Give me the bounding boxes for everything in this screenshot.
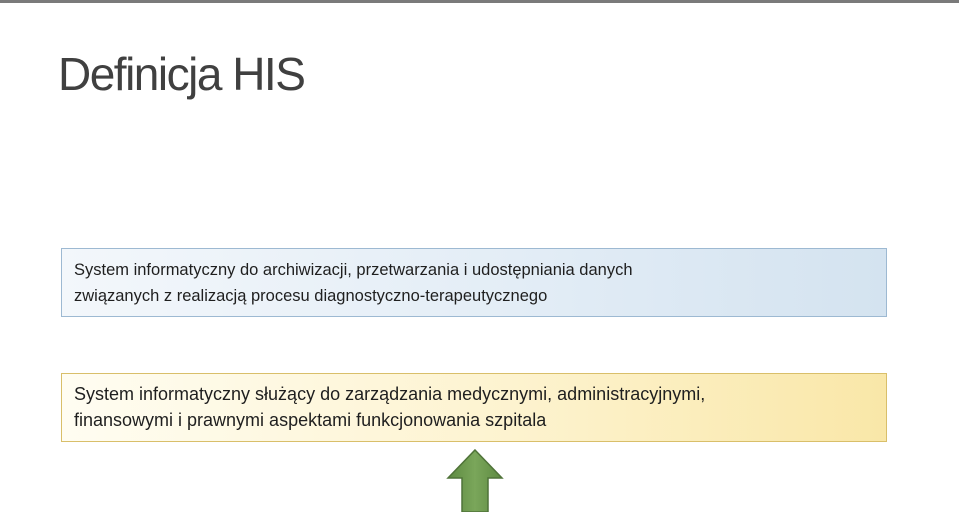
up-arrow-shape <box>448 450 502 512</box>
definition-line: System informatyczny do archiwizacji, przetwarzania i udostępniania danych <box>74 261 633 279</box>
definition-line: System informatyczny służący do zarządzania medycznymi, administracyjnymi, <box>74 384 706 404</box>
definition-box-data-archiving <box>61 248 887 317</box>
slide-title: Definicja HIS <box>58 48 305 100</box>
definition-line: finansowymi i prawnymi aspektami funkcjonowania szpitala <box>74 410 547 430</box>
up-arrow-icon <box>446 448 504 512</box>
definition-box-hospital-management <box>61 373 887 442</box>
definition-line: związanych z realizacją procesu diagnostyczno-terapeutycznego <box>74 287 548 305</box>
top-rule <box>0 0 959 3</box>
